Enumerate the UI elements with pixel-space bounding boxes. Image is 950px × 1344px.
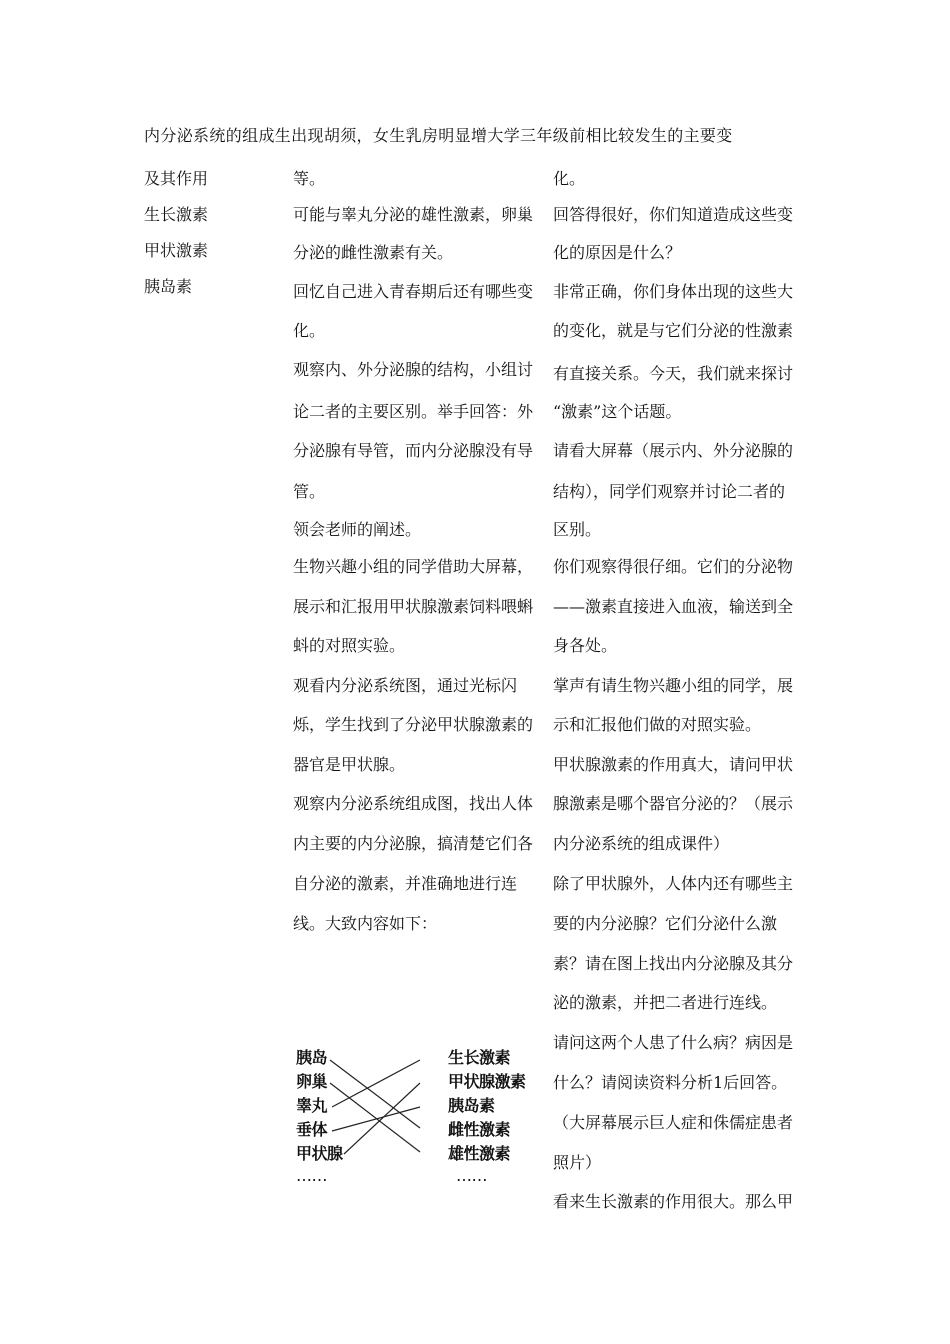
teacher-activity-line: 看来生长激素的作用很大。那么甲 — [553, 1192, 794, 1211]
student-activity-line: 管。 — [293, 482, 326, 501]
student-activity-line: 观察内分泌系统组成图，找出人体 — [293, 794, 534, 813]
student-activity-line: 化。 — [293, 321, 326, 340]
teacher-activity-line: 甲状腺激素的作用真大，请问甲状 — [553, 755, 794, 774]
student-activity-line: 回忆自己进入青春期后还有哪些变 — [293, 282, 534, 301]
student-activity-line: 线。大致内容如下： — [293, 914, 438, 933]
student-activity-line: 观看内分泌系统图，通过光标闪 — [293, 676, 518, 695]
student-activity-line: 论二者的主要区别。举手回答：外 — [293, 402, 534, 421]
student-activity-line: 器官是甲状腺。 — [293, 755, 406, 774]
teacher-activity-line: 请问这两个人患了什么病？病因是 — [553, 1033, 794, 1052]
teacher-activity-line: 什么？请阅读资料分析1后回答。 — [553, 1073, 788, 1092]
student-activity-line: 自分泌的激素，并准确地进行连 — [293, 874, 518, 893]
connector-line — [332, 1107, 420, 1131]
gland-label: 卵巢 — [296, 1072, 328, 1091]
gland-label: 睾丸 — [296, 1096, 328, 1115]
teacher-activity-line: 照片） — [553, 1153, 602, 1172]
topic-label: 生长激素 — [144, 205, 209, 224]
student-activity-line: 展示和汇报用甲状腺激素饲料喂蝌 — [293, 597, 534, 616]
student-activity-line: 分泌的雌性激素有关。 — [293, 243, 454, 262]
student-activity-line: 生物兴趣小组的同学借助大屏幕， — [293, 557, 534, 576]
topic-label: 及其作用 — [144, 169, 209, 188]
topic-label: 胰岛素 — [144, 277, 193, 296]
gland-label: 胰岛 — [296, 1048, 328, 1067]
student-activity-line: 蚪的对照实验。 — [293, 636, 406, 655]
gland-hormone-matching-diagram — [292, 1040, 537, 1190]
teacher-activity-line: 化。 — [553, 169, 586, 188]
teacher-activity-line: 回答得很好，你们知道造成这些变 — [553, 205, 794, 224]
teacher-activity-line: （大屏幕展示巨人症和侏儒症患者 — [553, 1113, 794, 1132]
teacher-activity-line: 掌声有请生物兴趣小组的同学，展 — [553, 676, 794, 695]
topic-label: 甲状激素 — [144, 241, 209, 260]
teacher-activity-line: 请看大屏幕（展示内、外分泌腺的 — [553, 441, 794, 460]
teacher-activity-line: 素？请在图上找出内分泌腺及其分 — [553, 954, 794, 973]
student-activity-line: 内主要的内分泌腺，搞清楚它们各 — [293, 834, 534, 853]
student-activity-line: 领会老师的阐述。 — [293, 520, 422, 539]
hormone-label: 雄性激素 — [448, 1144, 511, 1163]
teacher-activity-line: 示和汇报他们做的对照实验。 — [553, 715, 762, 734]
teacher-activity-line: “激素”这个话题。 — [553, 402, 682, 421]
student-activity-line: 等。 — [293, 169, 326, 188]
teacher-activity-line: 你们观察得很仔细。它们的分泌物 — [553, 557, 794, 576]
teacher-activity-line: 要的内分泌腺？它们分泌什么激 — [553, 914, 778, 933]
teacher-activity-line: ——激素直接进入血液，输送到全 — [553, 597, 794, 616]
teacher-activity-line: 区别。 — [553, 520, 602, 539]
hormone-label: 胰岛素 — [448, 1096, 495, 1115]
teacher-activity-line: 的变化，就是与它们分泌的性激素 — [553, 321, 794, 340]
teacher-activity-line: 非常正确，你们身体出现的这些大 — [553, 282, 794, 301]
teacher-activity-line: 结构），同学们观察并讨论二者的 — [553, 482, 786, 501]
student-activity-line: 可能与睾丸分泌的雄性激素，卵巢 — [293, 205, 534, 224]
gland-label: …… — [296, 1166, 327, 1185]
gland-label: 垂体 — [296, 1120, 328, 1139]
student-activity-line: 烁，学生找到了分泌甲状腺激素的 — [293, 715, 534, 734]
hormone-label: 甲状腺激素 — [448, 1072, 526, 1091]
student-activity-line: 观察内、外分泌腺的结构，小组讨 — [293, 360, 534, 379]
hormone-label: 雌性激素 — [448, 1120, 511, 1139]
hormone-label: 生长激素 — [448, 1048, 511, 1067]
teacher-activity-line: 化的原因是什么？ — [553, 243, 682, 262]
hormone-label: …… — [456, 1166, 487, 1185]
heading-line: 内分泌系统的组成生出现胡须，女生乳房明显增大学三年级前相比较发生的主要变 — [144, 126, 733, 145]
teacher-activity-line: 除了甲状腺外，人体内还有哪些主 — [553, 874, 794, 893]
teacher-activity-line: 有直接关系。今天，我们就来探讨 — [553, 364, 794, 383]
teacher-activity-line: 腺激素是哪个器官分泌的？（展示 — [553, 794, 794, 813]
teacher-activity-line: 身各处。 — [553, 636, 618, 655]
connector-line — [332, 1060, 420, 1107]
teacher-activity-line: 泌的激素，并把二者进行连线。 — [553, 993, 778, 1012]
gland-label: 甲状腺 — [296, 1144, 343, 1163]
teacher-activity-line: 内分泌系统的组成课件） — [553, 834, 730, 853]
student-activity-line: 分泌腺有导管，而内分泌腺没有导 — [293, 441, 534, 460]
